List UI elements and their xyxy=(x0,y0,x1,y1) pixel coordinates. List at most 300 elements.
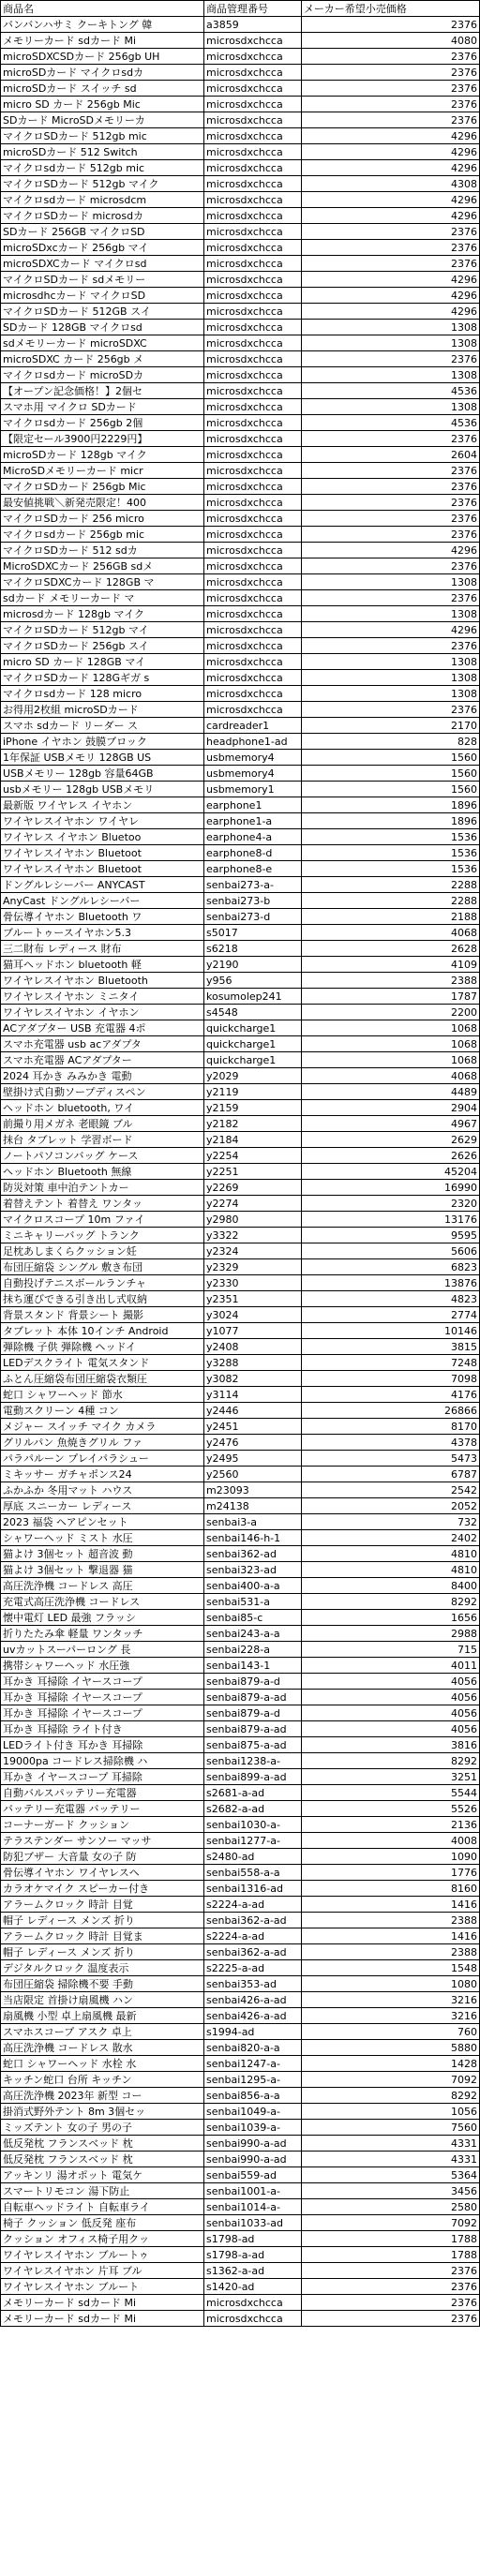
product-name-cell: microSDXCカード マイクロsd xyxy=(1,256,204,272)
product-name-cell: sdカード メモリーカード マ xyxy=(1,590,204,606)
product-name-cell: ミキッサー ガチャポンス24 xyxy=(1,1467,204,1482)
product-code-cell: microsdxchcca xyxy=(204,335,302,351)
product-name-cell: アラームクロック 時計 目覚ま xyxy=(1,1928,204,1944)
product-name-cell: LEDデスクライト 電気スタンド xyxy=(1,1355,204,1371)
table-row xyxy=(1,128,480,144)
product-code-cell: microsdxchcca xyxy=(204,224,302,240)
product-name-cell: 扇風機 小型 卓上扇風機 最新 xyxy=(1,2008,204,2024)
table-row xyxy=(1,1626,480,1642)
product-name-cell: 低反発枕 フランスベッド 枕 xyxy=(1,2136,204,2152)
product-code-cell: microsdxchcca xyxy=(204,686,302,702)
product-code-cell: senbai1014-a- xyxy=(204,2199,302,2215)
product-name-cell: 猫耳ヘッドホン bluetooth 軽 xyxy=(1,957,204,973)
product-code-cell: senbai273-b xyxy=(204,893,302,909)
product-name-cell: 高圧洗浄機 コードレス 散水 xyxy=(1,2040,204,2056)
product-code-cell: microsdxchcca xyxy=(204,128,302,144)
product-name-cell: 【限定セール3900円2229円】 xyxy=(1,431,204,447)
product-code-cell: y2324 xyxy=(204,1243,302,1259)
header-product-code: 商品管理番号 xyxy=(204,1,302,17)
price-cell: 4296 xyxy=(302,543,480,558)
product-code-cell: microsdxchcca xyxy=(204,558,302,574)
table-row xyxy=(1,1578,480,1594)
price-cell: 3251 xyxy=(302,1769,480,1785)
table-row xyxy=(1,2199,480,2215)
table-row xyxy=(1,335,480,351)
price-cell: 4296 xyxy=(302,208,480,224)
table-row xyxy=(1,176,480,192)
product-name-cell: タブレット 本体 10インチ Android xyxy=(1,1323,204,1339)
product-name-cell: 自動バルスパッテリー充電器 xyxy=(1,1785,204,1801)
product-code-cell: senbai879-a-ad xyxy=(204,1721,302,1737)
product-code-cell: y2476 xyxy=(204,1435,302,1451)
price-cell: 16990 xyxy=(302,1180,480,1196)
product-code-cell: usbmemory4 xyxy=(204,766,302,782)
product-name-cell: 椅子 クッション 低反発 座布 xyxy=(1,2215,204,2231)
price-cell: 2170 xyxy=(302,718,480,734)
table-row xyxy=(1,543,480,558)
product-name-cell: 折りたたみ傘 軽量 ワンタッチ xyxy=(1,1626,204,1642)
product-code-cell: microsdxchcca xyxy=(204,495,302,511)
table-row xyxy=(1,272,480,288)
product-code-cell: s2225-a-ad xyxy=(204,1960,302,1976)
price-cell: 5526 xyxy=(302,1801,480,1817)
product-name-cell: SDカード MicroSDメモリーカ xyxy=(1,112,204,128)
product-code-cell: y2329 xyxy=(204,1259,302,1275)
product-name-cell: 布団圧縮袋 シングル 敷き布団 xyxy=(1,1259,204,1275)
product-code-cell: microsdxchcca xyxy=(204,367,302,383)
price-cell: 3815 xyxy=(302,1339,480,1355)
product-name-cell: 背景スタンド 背景シート 撮影 xyxy=(1,1307,204,1323)
table-row xyxy=(1,1960,480,1976)
product-name-cell: ノートパソコンバッグ ケース xyxy=(1,1148,204,1164)
price-cell: 2376 xyxy=(302,527,480,543)
price-cell: 4536 xyxy=(302,415,480,431)
product-code-cell: microsdxchcca xyxy=(204,447,302,463)
table-row xyxy=(1,1164,480,1180)
product-code-cell: microsdxchcca xyxy=(204,272,302,288)
table-row xyxy=(1,1849,480,1865)
price-cell: 715 xyxy=(302,1642,480,1658)
product-name-cell: 高圧洗浄機 コードレス 高圧 xyxy=(1,1578,204,1594)
product-code-cell: microsdxchcca xyxy=(204,176,302,192)
table-row xyxy=(1,1291,480,1307)
product-name-cell: マイクロSDカード 128Gギガ s xyxy=(1,670,204,686)
product-code-cell: senbai1295-a- xyxy=(204,2072,302,2088)
table-row xyxy=(1,81,480,97)
table-row xyxy=(1,1212,480,1228)
price-cell: 3456 xyxy=(302,2183,480,2199)
product-code-cell: y2182 xyxy=(204,1116,302,1132)
product-name-cell: コーナーガード クッション xyxy=(1,1817,204,1833)
table-row xyxy=(1,2072,480,2088)
product-name-cell: 蛇口 シャワーヘッド 節水 xyxy=(1,1387,204,1403)
table-row xyxy=(1,1100,480,1116)
product-code-cell: s2224-a-ad xyxy=(204,1928,302,1944)
price-cell: 1308 xyxy=(302,320,480,335)
product-name-cell: マイクロsdカード microSDカ xyxy=(1,367,204,383)
price-cell: 8170 xyxy=(302,1419,480,1435)
price-cell: 8292 xyxy=(302,2088,480,2104)
product-name-cell: microsdhcカード マイクロSD xyxy=(1,288,204,304)
product-name-cell: 電動スクリーン 4種 コン xyxy=(1,1403,204,1419)
table-row xyxy=(1,2295,480,2311)
table-row xyxy=(1,1387,480,1403)
table-row xyxy=(1,1259,480,1275)
product-name-cell: キッチン蛇口 台所 キッチン xyxy=(1,2072,204,2088)
table-row xyxy=(1,1005,480,1020)
price-cell: 2376 xyxy=(302,224,480,240)
price-cell: 1068 xyxy=(302,1020,480,1036)
price-cell: 2904 xyxy=(302,1100,480,1116)
product-code-cell: senbai879-a-d xyxy=(204,1705,302,1721)
table-row xyxy=(1,1546,480,1562)
price-cell: 2580 xyxy=(302,2199,480,2215)
product-name-cell: ワイヤレス イヤホン Bluetoo xyxy=(1,829,204,845)
product-name-cell: usbメモリー 128gb USBメモリ xyxy=(1,782,204,797)
product-name-cell: microSDxcカード 256gb マイ xyxy=(1,240,204,256)
product-name-cell: クッション オフィス椅子用クッ xyxy=(1,2231,204,2247)
product-name-cell: 2024 耳かき みみかき 電動 xyxy=(1,1068,204,1084)
table-row xyxy=(1,256,480,272)
product-name-cell: ワイヤレスイヤホン ワイヤレ xyxy=(1,813,204,829)
product-code-cell: microsdxchcca xyxy=(204,511,302,527)
product-code-cell: senbai531-a xyxy=(204,1594,302,1610)
table-row xyxy=(1,1451,480,1467)
product-name-cell: ワイヤレスイヤホン Bluetoot xyxy=(1,861,204,877)
product-name-cell: マイクロsdカード 256gb 2個 xyxy=(1,415,204,431)
product-code-cell: senbai879-a-d xyxy=(204,1674,302,1690)
table-row xyxy=(1,1243,480,1259)
price-cell: 1536 xyxy=(302,861,480,877)
price-cell: 2288 xyxy=(302,893,480,909)
product-name-cell: お得用2枚組 microSDカード xyxy=(1,702,204,718)
table-row xyxy=(1,1036,480,1052)
price-cell: 1308 xyxy=(302,399,480,415)
price-cell: 2376 xyxy=(302,17,480,33)
table-row xyxy=(1,1419,480,1435)
product-name-cell: 防犯ブザー 大音量 女の子 防 xyxy=(1,1849,204,1865)
product-name-cell: マイクロSDカード microsdカ xyxy=(1,208,204,224)
product-name-cell: ACアダプター USB 充電器 4ポ xyxy=(1,1020,204,1036)
product-code-cell: senbai3-a xyxy=(204,1514,302,1530)
product-code-cell: senbai353-ad xyxy=(204,1976,302,1992)
price-cell: 4296 xyxy=(302,272,480,288)
price-cell: 4378 xyxy=(302,1435,480,1451)
price-cell: 1787 xyxy=(302,989,480,1005)
table-row xyxy=(1,2167,480,2183)
product-code-cell: senbai146-h-1 xyxy=(204,1530,302,1546)
product-name-cell: マイクロsdカード microsdcm xyxy=(1,192,204,208)
table-row xyxy=(1,2279,480,2295)
price-cell: 4056 xyxy=(302,1674,480,1690)
price-cell: 1788 xyxy=(302,2247,480,2263)
table-row xyxy=(1,1833,480,1849)
product-name-cell: USBメモリー 128gb 容量64GB xyxy=(1,766,204,782)
product-code-cell: senbai1238-a- xyxy=(204,1753,302,1769)
product-name-cell: 2023 福袋 ヘアピンセット xyxy=(1,1514,204,1530)
product-name-cell: メモリーカード sdカード Mi xyxy=(1,2311,204,2327)
product-code-cell: cardreader1 xyxy=(204,718,302,734)
product-code-cell: s6218 xyxy=(204,941,302,957)
table-row xyxy=(1,447,480,463)
table-row xyxy=(1,2056,480,2072)
price-cell: 7560 xyxy=(302,2120,480,2136)
product-code-cell: m23093 xyxy=(204,1482,302,1498)
product-code-cell: y2495 xyxy=(204,1451,302,1467)
table-row xyxy=(1,1435,480,1451)
product-code-cell: senbai362-a-ad xyxy=(204,1913,302,1928)
table-row xyxy=(1,240,480,256)
table-row xyxy=(1,1721,480,1737)
product-name-cell: 三二財布 レディース 財布 xyxy=(1,941,204,957)
price-cell: 4056 xyxy=(302,1721,480,1737)
product-name-cell: 耳かき 耳掃除 イヤースコープ xyxy=(1,1705,204,1721)
price-cell: 2376 xyxy=(302,702,480,718)
product-name-cell: シャワーヘッド ミスト 水圧 xyxy=(1,1530,204,1546)
table-row xyxy=(1,1530,480,1546)
price-cell: 5606 xyxy=(302,1243,480,1259)
product-code-cell: microsdxchcca xyxy=(204,81,302,97)
table-row xyxy=(1,1020,480,1036)
price-cell: 26866 xyxy=(302,1403,480,1419)
price-cell: 2052 xyxy=(302,1498,480,1514)
price-cell: 4489 xyxy=(302,1084,480,1100)
product-code-cell: microsdxchcca xyxy=(204,304,302,320)
table-row xyxy=(1,320,480,335)
product-code-cell: senbai990-a-ad xyxy=(204,2152,302,2167)
product-code-cell: y2408 xyxy=(204,1339,302,1355)
price-cell: 4011 xyxy=(302,1658,480,1674)
product-code-cell: s2480-ad xyxy=(204,1849,302,1865)
table-row xyxy=(1,1865,480,1881)
product-name-cell: 弾除機 子供 弾除機 ヘッドイ xyxy=(1,1339,204,1355)
table-row xyxy=(1,1052,480,1068)
product-code-cell: y2351 xyxy=(204,1291,302,1307)
product-name-cell: 帽子 レディース メンズ 折り xyxy=(1,1944,204,1960)
price-cell: 2376 xyxy=(302,2263,480,2279)
product-name-cell: 耳かき 耳掃除 イヤースコープ xyxy=(1,1690,204,1705)
product-name-cell: ふとん圧縮袋布団圧縮袋衣類圧 xyxy=(1,1371,204,1387)
product-code-cell: senbai426-a-ad xyxy=(204,1992,302,2008)
price-cell: 2388 xyxy=(302,1944,480,1960)
table-row xyxy=(1,670,480,686)
product-code-cell: senbai228-a xyxy=(204,1642,302,1658)
price-cell: 4296 xyxy=(302,304,480,320)
table-row xyxy=(1,1084,480,1100)
price-cell: 4296 xyxy=(302,144,480,160)
price-cell: 2402 xyxy=(302,1530,480,1546)
table-row xyxy=(1,65,480,81)
product-name-cell: microSDカード マイクロsdカ xyxy=(1,65,204,81)
product-code-cell: y2451 xyxy=(204,1419,302,1435)
product-code-cell: y2190 xyxy=(204,957,302,973)
price-cell: 4176 xyxy=(302,1387,480,1403)
table-body xyxy=(1,17,480,2327)
product-code-cell: earphone8-d xyxy=(204,845,302,861)
table-row xyxy=(1,511,480,527)
product-name-cell: micro SD カード 256gb Mic xyxy=(1,97,204,112)
price-cell: 2542 xyxy=(302,1482,480,1498)
product-code-cell: microsdxchcca xyxy=(204,160,302,176)
price-cell: 13876 xyxy=(302,1275,480,1291)
table-row xyxy=(1,1944,480,1960)
product-code-cell: kosumolep241 xyxy=(204,989,302,1005)
product-code-cell: m24138 xyxy=(204,1498,302,1514)
price-cell: 2376 xyxy=(302,511,480,527)
table-row xyxy=(1,2088,480,2104)
table-row xyxy=(1,1705,480,1721)
table-row xyxy=(1,654,480,670)
price-cell: 2388 xyxy=(302,1913,480,1928)
price-cell: 2388 xyxy=(302,973,480,989)
product-name-cell: アッキンリ 湯オポット 電気ケ xyxy=(1,2167,204,2183)
product-name-cell: ブルートゥースイヤホン5.3 xyxy=(1,925,204,941)
product-name-cell: マイクロsdカード 256gb mic xyxy=(1,527,204,543)
price-cell: 4810 xyxy=(302,1546,480,1562)
table-row xyxy=(1,288,480,304)
price-cell: 8400 xyxy=(302,1578,480,1594)
product-name-cell: 1年保証 USBメモリ 128GB US xyxy=(1,750,204,766)
price-cell: 2200 xyxy=(302,1005,480,1020)
product-name-cell: マイクロSDカード 512gb mic xyxy=(1,128,204,144)
product-name-cell: スマホ用 マイクロ SDカード xyxy=(1,399,204,415)
price-cell: 4823 xyxy=(302,1291,480,1307)
table-row xyxy=(1,1132,480,1148)
price-cell: 4296 xyxy=(302,192,480,208)
price-cell: 1416 xyxy=(302,1928,480,1944)
product-name-cell: マイクロsdカード 128 micro xyxy=(1,686,204,702)
table-row xyxy=(1,829,480,845)
product-code-cell: s2681-a-ad xyxy=(204,1785,302,1801)
price-cell: 5544 xyxy=(302,1785,480,1801)
table-row xyxy=(1,49,480,65)
product-code-cell: y3322 xyxy=(204,1228,302,1243)
product-code-cell: senbai273-a- xyxy=(204,877,302,893)
product-code-cell: y2184 xyxy=(204,1132,302,1148)
product-name-cell: 高圧洗浄機 2023年 新型 コー xyxy=(1,2088,204,2104)
table-row xyxy=(1,415,480,431)
table-row xyxy=(1,558,480,574)
price-cell: 1536 xyxy=(302,829,480,845)
product-code-cell: s5017 xyxy=(204,925,302,941)
table-row xyxy=(1,2104,480,2120)
table-row xyxy=(1,1148,480,1164)
table-row xyxy=(1,1642,480,1658)
price-cell: 2376 xyxy=(302,112,480,128)
price-cell: 2376 xyxy=(302,590,480,606)
product-code-cell: y2269 xyxy=(204,1180,302,1196)
product-code-cell: y3082 xyxy=(204,1371,302,1387)
table-row xyxy=(1,1992,480,2008)
product-code-cell: microsdxchcca xyxy=(204,622,302,638)
price-cell: 2376 xyxy=(302,49,480,65)
product-name-cell: マイクロSDカード 256 micro xyxy=(1,511,204,527)
table-row xyxy=(1,1610,480,1626)
price-cell: 2376 xyxy=(302,479,480,495)
product-code-cell: y2446 xyxy=(204,1403,302,1419)
product-name-cell: microSDカード スイッチ sd xyxy=(1,81,204,97)
product-code-cell: senbai856-a-a xyxy=(204,2088,302,2104)
table-row xyxy=(1,1180,480,1196)
price-cell: 828 xyxy=(302,734,480,750)
product-name-cell: マイクロSDカード 256gb Mic xyxy=(1,479,204,495)
product-name-cell: 【オープン記念価格！】2個セ xyxy=(1,383,204,399)
price-cell: 1308 xyxy=(302,367,480,383)
table-row xyxy=(1,304,480,320)
table-row xyxy=(1,909,480,925)
table-row xyxy=(1,766,480,782)
product-code-cell: microsdxchcca xyxy=(204,240,302,256)
product-name-cell: グリルパン 魚焼きグリル ファ xyxy=(1,1435,204,1451)
product-code-cell: senbai1049-a- xyxy=(204,2104,302,2120)
price-cell: 3216 xyxy=(302,2008,480,2024)
product-code-cell: senbai1247-a- xyxy=(204,2056,302,2072)
product-code-cell: senbai820-a-a xyxy=(204,2040,302,2056)
price-cell: 4536 xyxy=(302,383,480,399)
product-name-cell: スマホスコープ アスク 卓上 xyxy=(1,2024,204,2040)
price-cell: 13176 xyxy=(302,1212,480,1228)
price-cell: 2376 xyxy=(302,495,480,511)
price-cell: 2136 xyxy=(302,1817,480,1833)
product-name-cell: マイクロSDカード 256gb スイ xyxy=(1,638,204,654)
product-name-cell: 最安値挑戦＼新発売限定！400 xyxy=(1,495,204,511)
price-cell: 2376 xyxy=(302,463,480,479)
table-row xyxy=(1,574,480,590)
product-name-cell: 帽子 レディース メンズ 折り xyxy=(1,1913,204,1928)
product-name-cell: 前撮り用メガネ 老眼鏡 ブル xyxy=(1,1116,204,1132)
table-row xyxy=(1,1658,480,1674)
product-name-cell: マイクロSDカード 512gb マイク xyxy=(1,176,204,192)
table-row xyxy=(1,925,480,941)
price-cell: 732 xyxy=(302,1514,480,1530)
product-name-cell: ワイヤレスイヤホン Bluetooth xyxy=(1,973,204,989)
product-name-cell: microSDXC カード 256gb メ xyxy=(1,351,204,367)
product-name-cell: ワイヤレスイヤホン ブルート xyxy=(1,2279,204,2295)
product-name-cell: ワイヤレスイヤホン ミニタイ xyxy=(1,989,204,1005)
price-cell: 2774 xyxy=(302,1307,480,1323)
product-code-cell: headphone1-ad xyxy=(204,734,302,750)
product-code-cell: y2330 xyxy=(204,1275,302,1291)
product-code-cell: senbai1039-a- xyxy=(204,2120,302,2136)
price-cell: 1560 xyxy=(302,766,480,782)
price-cell: 1080 xyxy=(302,1976,480,1992)
product-code-cell: quickcharge1 xyxy=(204,1052,302,1068)
product-name-cell: 充電式高圧洗浄機 コードレス xyxy=(1,1594,204,1610)
product-code-cell: microsdxchcca xyxy=(204,192,302,208)
product-code-cell: earphone1 xyxy=(204,797,302,813)
table-row xyxy=(1,2247,480,2263)
product-name-cell: 最新版 ワイヤレス イヤホン xyxy=(1,797,204,813)
product-name-cell: 当店限定 首掛け扇風機 ハン xyxy=(1,1992,204,2008)
product-code-cell: y2119 xyxy=(204,1084,302,1100)
table-row xyxy=(1,1737,480,1753)
price-cell: 2320 xyxy=(302,1196,480,1212)
product-name-cell: SDカード 256GB マイクロSD xyxy=(1,224,204,240)
price-cell: 10146 xyxy=(302,1323,480,1339)
table-row xyxy=(1,989,480,1005)
product-code-cell: y2254 xyxy=(204,1148,302,1164)
product-name-cell: ドングルレシーバー ANYCAST xyxy=(1,877,204,893)
product-code-cell: microsdxchcca xyxy=(204,49,302,65)
product-code-cell: senbai1030-a- xyxy=(204,1817,302,1833)
table-row xyxy=(1,431,480,447)
price-cell: 760 xyxy=(302,2024,480,2040)
product-name-cell: スマホ sdカード リーダー ス xyxy=(1,718,204,734)
product-code-cell: earphone1-a xyxy=(204,813,302,829)
table-row xyxy=(1,1467,480,1482)
price-cell: 1548 xyxy=(302,1960,480,1976)
product-name-cell: iPhone イヤホン 鼓膜ブロック xyxy=(1,734,204,750)
